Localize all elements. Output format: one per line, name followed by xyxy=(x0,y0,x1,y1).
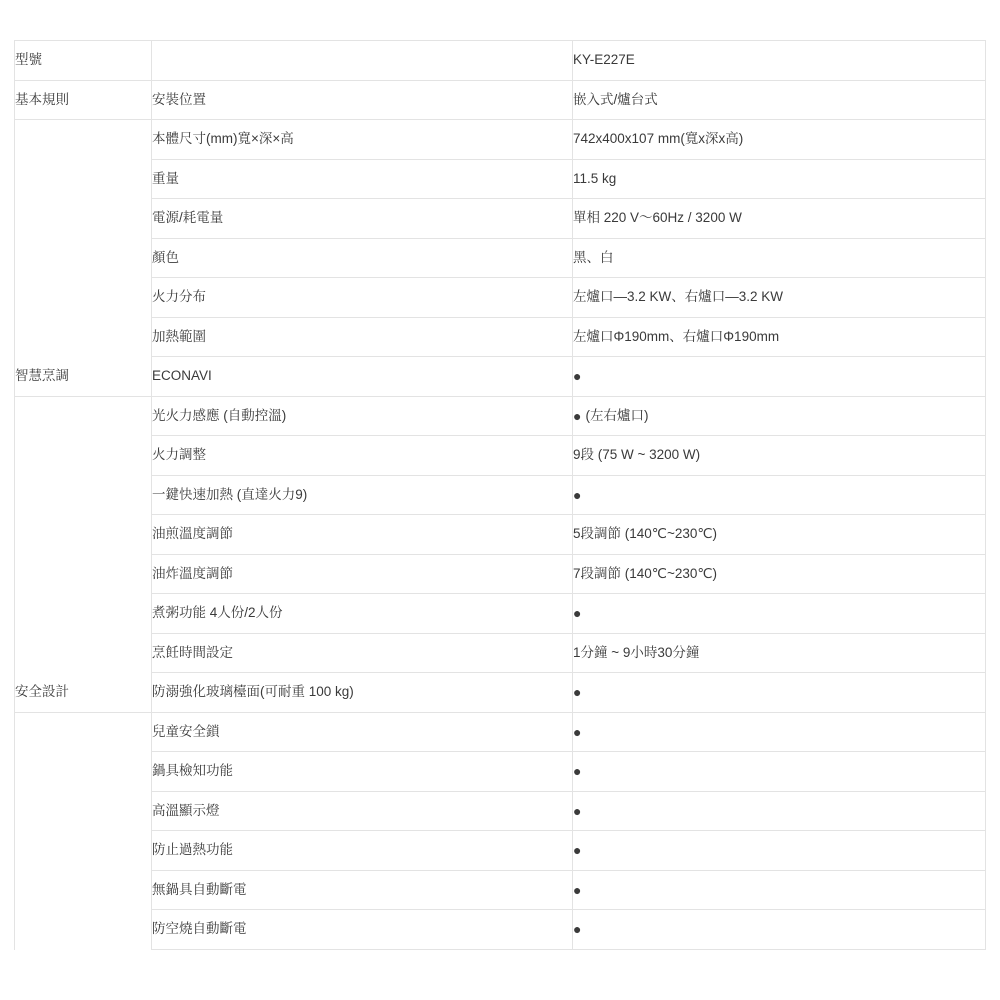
row-feature-label: 油煎溫度調節 xyxy=(152,515,573,555)
row-feature-label: 煮粥功能 4人份/2人份 xyxy=(152,594,573,634)
table-row xyxy=(15,199,986,239)
row-feature-label: 油炸溫度調節 xyxy=(152,554,573,594)
table-row xyxy=(15,80,986,120)
bullet-icon: ● xyxy=(573,881,582,898)
row-feature-label: 安裝位置 xyxy=(152,80,573,120)
row-feature-label: 一鍵快速加熱 (直達火力9) xyxy=(152,475,573,515)
row-feature-label: 無鍋具自動斷電 xyxy=(152,870,573,910)
row-group-spacer xyxy=(15,831,152,871)
row-group-label: 智慧烹調 xyxy=(15,357,152,397)
row-value: 9段 (75 W ~ 3200 W) xyxy=(573,436,986,476)
table-row xyxy=(15,278,986,318)
bullet-icon: ● xyxy=(573,407,582,424)
bullet-icon: ● xyxy=(573,763,582,780)
bullet-icon: ● xyxy=(573,684,582,701)
bullet-icon: ● xyxy=(573,842,582,859)
row-feature-label: 烹飪時間設定 xyxy=(152,633,573,673)
row-feature-label: 防溺強化玻璃檯面(可耐重 100 kg) xyxy=(152,673,573,713)
table-row xyxy=(15,594,986,634)
row-feature-label: 鍋具檢知功能 xyxy=(152,752,573,792)
row-group-spacer xyxy=(15,633,152,673)
row-value-bullet xyxy=(573,594,986,634)
row-group-spacer xyxy=(15,554,152,594)
row-value-bullet xyxy=(573,712,986,752)
row-feature-label: 防空燒自動斷電 xyxy=(152,910,573,950)
row-feature-label: 高溫顯示燈 xyxy=(152,791,573,831)
row-group-spacer xyxy=(15,594,152,634)
row-group-spacer xyxy=(15,870,152,910)
row-feature-label: 本體尺寸(mm)寬×深×高 xyxy=(152,120,573,160)
table-row xyxy=(15,870,986,910)
row-value-bullet xyxy=(573,910,986,950)
row-group-spacer xyxy=(15,199,152,239)
table-row xyxy=(15,436,986,476)
table-body xyxy=(15,41,986,950)
row-value: 嵌入式/爐台式 xyxy=(573,80,986,120)
row-value-bullet xyxy=(573,475,986,515)
table-row xyxy=(15,317,986,357)
table-row xyxy=(15,159,986,199)
row-feature-label xyxy=(152,41,573,81)
table-row xyxy=(15,791,986,831)
table-row xyxy=(15,910,986,950)
row-feature-label: 兒童安全鎖 xyxy=(152,712,573,752)
row-value: 5段調節 (140℃~230℃) xyxy=(573,515,986,555)
row-feature-label: 光火力感應 (自動控溫) xyxy=(152,396,573,436)
row-group-spacer xyxy=(15,475,152,515)
row-group-label: 基本規則 xyxy=(15,80,152,120)
row-group-spacer xyxy=(15,238,152,278)
row-value: 1分鐘 ~ 9小時30分鐘 xyxy=(573,633,986,673)
row-value-bullet xyxy=(573,831,986,871)
bullet-icon: ● xyxy=(573,486,582,503)
bullet-icon: ● xyxy=(573,921,582,938)
row-group-spacer xyxy=(15,317,152,357)
row-value-bullet xyxy=(573,396,986,436)
row-value: KY-E227E xyxy=(573,41,986,81)
table-row xyxy=(15,475,986,515)
row-value: 黑、白 xyxy=(573,238,986,278)
table-row xyxy=(15,515,986,555)
row-group-spacer xyxy=(15,159,152,199)
row-group-spacer xyxy=(15,910,152,950)
row-feature-label: 顏色 xyxy=(152,238,573,278)
row-group-spacer xyxy=(15,278,152,318)
row-group-label: 型號 xyxy=(15,41,152,81)
row-value-note: (左右爐口) xyxy=(585,407,649,423)
row-group-spacer xyxy=(15,791,152,831)
table-row xyxy=(15,41,986,81)
row-value-bullet xyxy=(573,870,986,910)
row-feature-label: 火力分布 xyxy=(152,278,573,318)
table-row xyxy=(15,554,986,594)
table-row xyxy=(15,396,986,436)
row-group-label: 安全設計 xyxy=(15,673,152,713)
row-feature-label: 電源/耗電量 xyxy=(152,199,573,239)
bullet-icon: ● xyxy=(573,368,582,385)
row-value: 742x400x107 mm(寬x深x高) xyxy=(573,120,986,160)
row-group-spacer xyxy=(15,752,152,792)
specifications-table xyxy=(14,40,986,950)
row-group-spacer xyxy=(15,120,152,160)
table-row xyxy=(15,712,986,752)
row-feature-label: 重量 xyxy=(152,159,573,199)
row-feature-label: 加熱範圍 xyxy=(152,317,573,357)
row-value-bullet xyxy=(573,752,986,792)
bullet-icon: ● xyxy=(573,605,582,622)
row-group-spacer xyxy=(15,396,152,436)
row-value: 7段調節 (140℃~230℃) xyxy=(573,554,986,594)
bullet-icon: ● xyxy=(573,802,582,819)
row-group-spacer xyxy=(15,712,152,752)
row-feature-label: ECONAVI xyxy=(152,357,573,397)
table-row xyxy=(15,752,986,792)
table-row xyxy=(15,357,986,397)
row-value: 左爐口Φ190mm、右爐口Φ190mm xyxy=(573,317,986,357)
table-row xyxy=(15,831,986,871)
table-row xyxy=(15,238,986,278)
row-value: 左爐口—3.2 KW、右爐口—3.2 KW xyxy=(573,278,986,318)
row-group-spacer xyxy=(15,515,152,555)
row-value: 11.5 kg xyxy=(573,159,986,199)
row-feature-label: 火力調整 xyxy=(152,436,573,476)
row-feature-label: 防止過熱功能 xyxy=(152,831,573,871)
table-row xyxy=(15,120,986,160)
row-value: 單相 220 V～60Hz / 3200 W xyxy=(573,199,986,239)
row-value-bullet xyxy=(573,357,986,397)
row-value-bullet xyxy=(573,791,986,831)
bullet-icon: ● xyxy=(573,723,582,740)
row-group-spacer xyxy=(15,436,152,476)
table-row xyxy=(15,633,986,673)
row-value-bullet xyxy=(573,673,986,713)
table-row xyxy=(15,673,986,713)
